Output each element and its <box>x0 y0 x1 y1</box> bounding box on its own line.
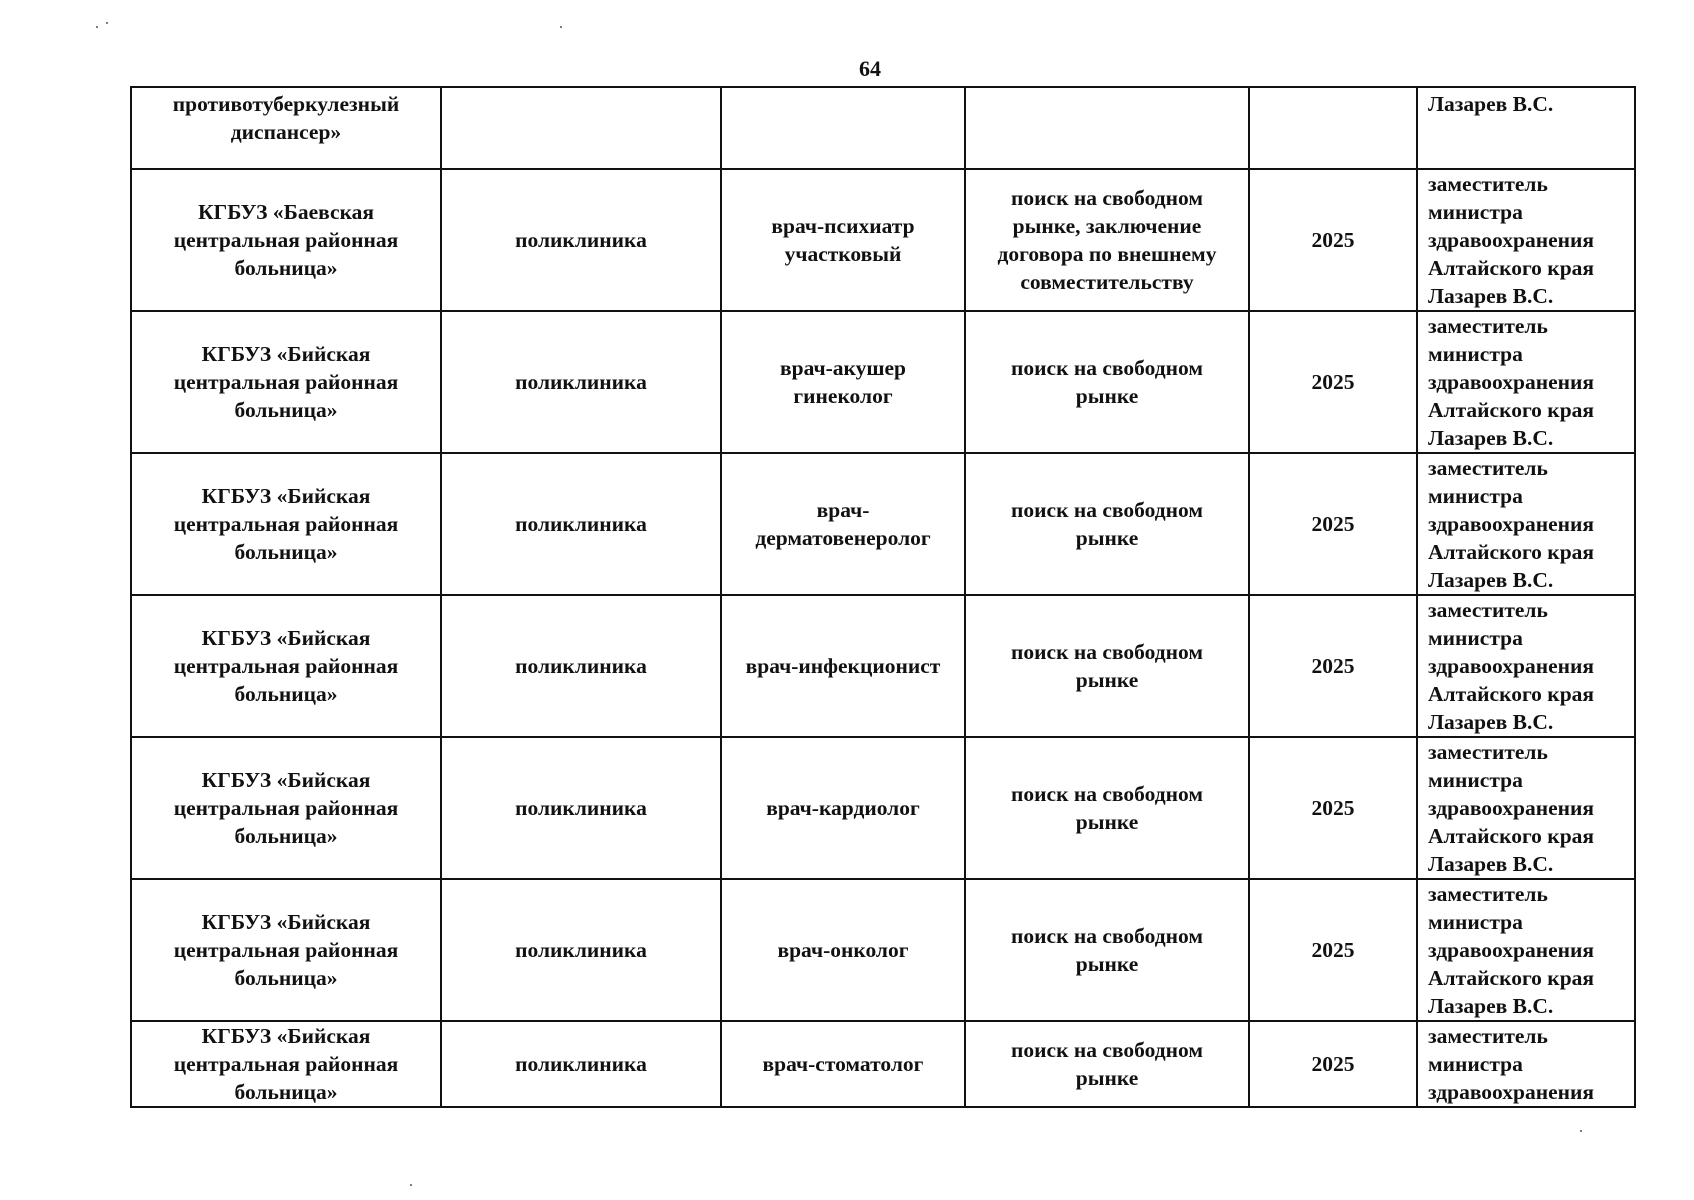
responsible-cell <box>1417 737 1635 879</box>
position-line: врач-кардиолог <box>766 796 920 820</box>
institution-cell <box>131 87 441 169</box>
institution-line: КГБУЗ «Бийская <box>201 626 371 650</box>
year-cell <box>1249 87 1417 169</box>
year-cell: 2025 <box>1249 311 1417 453</box>
unit-cell <box>441 87 721 169</box>
position-cell <box>721 169 965 311</box>
responsible-line: заместитель <box>1428 598 1548 622</box>
responsible-line: Лазарев В.С. <box>1428 284 1554 308</box>
method-cell <box>965 453 1249 595</box>
responsible-line: министра <box>1428 342 1523 366</box>
responsible-line: здравоохранения <box>1428 938 1595 962</box>
responsible-line: Алтайского края <box>1428 256 1595 280</box>
responsible-line: Лазарев В.С. <box>1428 710 1554 734</box>
institution-line: центральная районная <box>173 1052 399 1076</box>
institution-cell <box>131 169 441 311</box>
institution-line: КГБУЗ «Бийская <box>201 910 371 934</box>
responsible-line: здравоохранения <box>1428 512 1595 536</box>
year-cell: 2025 <box>1249 169 1417 311</box>
responsible-line: заместитель <box>1428 172 1548 196</box>
unit-cell: поликлиника <box>441 453 721 595</box>
responsible-line: здравоохранения <box>1428 228 1595 252</box>
responsible-line: Лазарев В.С. <box>1428 568 1554 592</box>
responsible-line: Алтайского края <box>1428 682 1595 706</box>
position-line: дерматовенеролог <box>755 526 931 550</box>
method-line: совместительству <box>1020 270 1194 294</box>
responsible-line: Лазарев В.С. <box>1428 994 1554 1018</box>
institution-cell <box>131 1021 441 1107</box>
responsible-line: министра <box>1428 200 1523 224</box>
responsible-line: заместитель <box>1428 882 1548 906</box>
page-number: 64 <box>859 56 881 81</box>
institution-line: КГБУЗ «Бийская <box>201 484 371 508</box>
method-line: поиск на свободном <box>1011 782 1203 806</box>
scan-speck <box>96 26 98 28</box>
scan-speck <box>106 22 108 24</box>
method-line: поиск на свободном <box>1011 924 1203 948</box>
method-line: поиск на свободном <box>1011 186 1203 210</box>
institution-line: центральная районная <box>173 512 399 536</box>
staffing-table <box>130 86 1636 1108</box>
year-cell: 2025 <box>1249 1021 1417 1107</box>
table-row <box>131 595 1635 737</box>
position-cell <box>721 1021 965 1107</box>
institution-cell <box>131 879 441 1021</box>
responsible-line: здравоохранения <box>1428 654 1595 678</box>
institution-line: больница» <box>234 540 338 564</box>
institution-line: КГБУЗ «Бийская <box>201 1024 371 1048</box>
method-cell <box>965 595 1249 737</box>
method-cell <box>965 1021 1249 1107</box>
responsible-cell <box>1417 87 1635 169</box>
unit-cell: поликлиника <box>441 595 721 737</box>
method-line: поиск на свободном <box>1011 356 1203 380</box>
responsible-line: Лазарев В.С. <box>1428 426 1554 450</box>
position-line: врач-акушер <box>780 356 906 380</box>
method-cell <box>965 311 1249 453</box>
responsible-line: Лазарев В.С. <box>1428 92 1554 116</box>
responsible-line: Алтайского края <box>1428 824 1595 848</box>
responsible-cell <box>1417 595 1635 737</box>
table-row-continued <box>131 87 1635 169</box>
institution-line: больница» <box>234 1080 338 1104</box>
responsible-line: заместитель <box>1428 740 1548 764</box>
year-cell: 2025 <box>1249 453 1417 595</box>
year-cell: 2025 <box>1249 737 1417 879</box>
institution-line: центральная районная <box>173 370 399 394</box>
method-line: поиск на свободном <box>1011 640 1203 664</box>
method-line: поиск на свободном <box>1011 498 1203 522</box>
responsible-cell <box>1417 169 1635 311</box>
institution-cell <box>131 595 441 737</box>
responsible-cell <box>1417 879 1635 1021</box>
responsible-line: заместитель <box>1428 1024 1548 1048</box>
institution-line: больница» <box>234 824 338 848</box>
responsible-line: заместитель <box>1428 314 1548 338</box>
method-line: рынке <box>1075 668 1139 692</box>
institution-cell <box>131 453 441 595</box>
institution-line: центральная районная <box>173 796 399 820</box>
method-cell <box>965 169 1249 311</box>
responsible-line: министра <box>1428 484 1523 508</box>
position-cell <box>721 87 965 169</box>
institution-cell <box>131 737 441 879</box>
method-line: рынке <box>1075 1066 1139 1090</box>
position-cell <box>721 737 965 879</box>
position-cell <box>721 311 965 453</box>
method-cell <box>965 879 1249 1021</box>
position-line: врач-онколог <box>777 938 909 962</box>
method-cell <box>965 87 1249 169</box>
scan-speck <box>560 26 562 28</box>
institution-line: противотуберкулезный <box>172 92 400 116</box>
method-line: договора по внешнему <box>997 242 1217 266</box>
position-line: гинеколог <box>793 384 893 408</box>
table-row <box>131 879 1635 1021</box>
unit-cell: поликлиника <box>441 737 721 879</box>
responsible-cell <box>1417 453 1635 595</box>
method-line: поиск на свободном <box>1011 1038 1203 1062</box>
method-line: рынке <box>1075 810 1139 834</box>
table-row <box>131 737 1635 879</box>
responsible-cell <box>1417 311 1635 453</box>
table-row <box>131 1021 1635 1107</box>
position-line: врач-инфекционист <box>745 654 941 678</box>
responsible-line: здравоохранения <box>1428 1080 1595 1104</box>
responsible-line: Алтайского края <box>1428 966 1595 990</box>
responsible-line: министра <box>1428 626 1523 650</box>
method-cell <box>965 737 1249 879</box>
method-line: рынке, заключение <box>1012 214 1202 238</box>
table-row <box>131 311 1635 453</box>
institution-line: больница» <box>234 256 338 280</box>
responsible-line: министра <box>1428 1052 1523 1076</box>
institution-line: КГБУЗ «Бийская <box>201 768 371 792</box>
method-line: рынке <box>1075 526 1139 550</box>
institution-line: КГБУЗ «Баевская <box>197 200 375 224</box>
responsible-line: Алтайского края <box>1428 540 1595 564</box>
institution-line: центральная районная <box>173 228 399 252</box>
institution-line: центральная районная <box>173 938 399 962</box>
institution-cell <box>131 311 441 453</box>
responsible-line: заместитель <box>1428 456 1548 480</box>
institution-line: больница» <box>234 398 338 422</box>
responsible-line: министра <box>1428 910 1523 934</box>
scan-speck <box>410 1184 412 1186</box>
responsible-line: Лазарев В.С. <box>1428 852 1554 876</box>
unit-cell: поликлиника <box>441 879 721 1021</box>
method-line: рынке <box>1075 384 1139 408</box>
table-body <box>131 87 1635 1107</box>
unit-cell: поликлиника <box>441 311 721 453</box>
year-cell: 2025 <box>1249 595 1417 737</box>
position-line: участковый <box>784 242 902 266</box>
position-cell <box>721 595 965 737</box>
institution-line: больница» <box>234 966 338 990</box>
responsible-line: министра <box>1428 768 1523 792</box>
responsible-cell <box>1417 1021 1635 1107</box>
institution-line: центральная районная <box>173 654 399 678</box>
position-line: врач- <box>816 498 870 522</box>
table-row <box>131 453 1635 595</box>
position-line: врач-психиатр <box>771 214 915 238</box>
method-line: рынке <box>1075 952 1139 976</box>
position-line: врач-стоматолог <box>762 1052 924 1076</box>
institution-line: КГБУЗ «Бийская <box>201 342 371 366</box>
responsible-line: Алтайского края <box>1428 398 1595 422</box>
institution-line: диспансер» <box>230 120 342 144</box>
responsible-line: здравоохранения <box>1428 370 1595 394</box>
institution-line: больница» <box>234 682 338 706</box>
position-cell <box>721 879 965 1021</box>
position-cell <box>721 453 965 595</box>
responsible-line: здравоохранения <box>1428 796 1595 820</box>
scan-speck <box>1580 1130 1582 1132</box>
unit-cell: поликлиника <box>441 1021 721 1107</box>
unit-cell: поликлиника <box>441 169 721 311</box>
table-row <box>131 169 1635 311</box>
year-cell: 2025 <box>1249 879 1417 1021</box>
